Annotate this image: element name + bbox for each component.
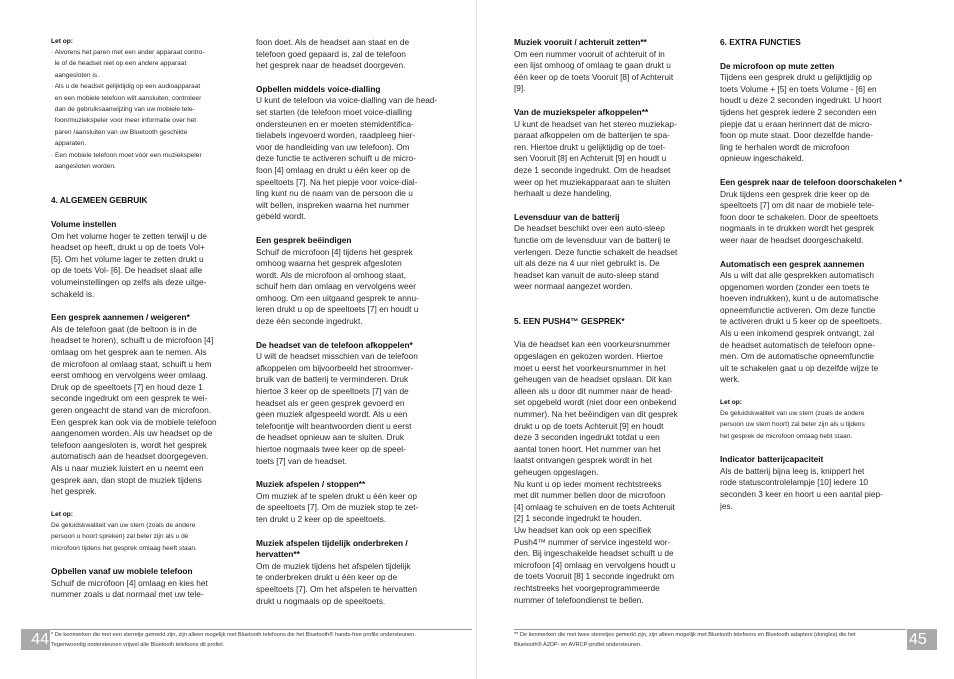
- text-line: foon op mute staat. Door dezelfde hande-: [720, 130, 874, 141]
- footnote-line: Bluetooth® A2DP- en AVRCP-profiel ondersteunen.: [514, 641, 642, 648]
- note-label: Let op:: [51, 510, 73, 518]
- footnote-line: Tegenwoordig ondersteunen vrijwel alle Bluetooth telefoons dit profiel.: [51, 641, 225, 648]
- section-title: 5. EEN PUSH4™ GESPREK*: [514, 315, 625, 326]
- text-line: opneemfunctie activeren. Om deze functie: [720, 304, 876, 315]
- text-line: volumeinstellingen op zelfs als deze uitge-: [51, 277, 207, 288]
- footnote-line: ** De kenmerken die met twee sterretjes gemerkt zijn, zijn alleen mogelijk met Bluetooth telefoons en Bluetooth adapters (dongles) die het: [514, 632, 856, 638]
- text-line: telefoon goed gepaard is, zal de telefoon: [256, 48, 406, 59]
- text-line: tielabels ingevoerd worden, raadpleeg hier-: [256, 130, 416, 141]
- note-bullets: [51, 47, 241, 172]
- text-line: speeltoets [7]. Na het piepje voor voice-dial-: [256, 176, 418, 187]
- column-1: [51, 37, 241, 601]
- text-line: schuif hem dan omlaag en vervolgens weer: [256, 281, 417, 292]
- text-line: drukt u nogmaals op de speeltoets.: [256, 595, 386, 606]
- footnote-left: [51, 631, 476, 650]
- footnote-rule: [50, 629, 472, 630]
- text-line: headset als er geen gesprek gevoerd en: [256, 397, 405, 408]
- text-line: aangenomen worden. Als uw headset op de: [51, 428, 213, 439]
- text-line: deze functie te activeren schuift u de micro-: [256, 153, 417, 164]
- text-line: paraat afkoppelen om de batterijen te spa-: [514, 130, 670, 141]
- page-number-right: 45: [907, 629, 937, 650]
- note-line: De geluidskwaliteit van uw stem (zoals de andere: [720, 410, 865, 418]
- note-bullet-line: · Als u de headset gelijktijdig op een audioapparaat: [51, 83, 201, 91]
- text-line: de speeltoets [7]. Om de muziek stop te zet-: [256, 502, 419, 513]
- text-line: hiertoe nogmaals twee keer op de speel-: [256, 444, 406, 454]
- heading-auto-answer: Automatisch een gesprek aannemen: [720, 258, 865, 269]
- text-line: het gesprek naar de headset doorgeven.: [256, 60, 406, 71]
- text-line: rode statuscontrolelampje [10] iedere 10: [720, 477, 869, 488]
- text-line: telefoontje wilt beantwoorden dient u eerst: [256, 420, 412, 431]
- note-bullet-line: paren /aansluiten van uw Bluetooth geschikte: [51, 128, 188, 136]
- text-line: één keer op de toets Vooruit [8] of Achteruit: [514, 71, 674, 82]
- text-line: omhoog. Om een uitgaand gesprek te annu-: [256, 292, 419, 303]
- text-line: aantal tonen hoort. Het nummer van het: [514, 443, 661, 454]
- text-line: moet u eerst het voorkeursnummer in het: [514, 362, 666, 373]
- note-text: [51, 520, 241, 554]
- section-title: 4. ALGEMEEN GEBRUIK: [51, 195, 148, 206]
- text-line: foon doet. Als de headset aan staat en de: [256, 37, 410, 47]
- text-line: headset kan vanuit de auto-sleep stand: [514, 269, 659, 280]
- paragraph-push4: [514, 339, 702, 606]
- text-line: opnieuw ingeschakeld.: [720, 153, 804, 164]
- text-line: Push4™ nummer of service ingesteld wor-: [514, 536, 671, 547]
- text-line: toets Volume + [5] en toets Volume - [6] en: [720, 83, 877, 94]
- paragraph-volume: [51, 231, 241, 301]
- text-line: speeltoets [7] om dit naar de mobiele tele-: [720, 200, 875, 211]
- text-line: een lijst omhoog of omlaag te gaan drukt u: [514, 60, 671, 71]
- text-line: [9].: [514, 83, 526, 94]
- text-line: hiertoe 3 keer op de speeltoets [7] van de: [256, 386, 409, 397]
- text-line: [4] omlaag te schuiven en de toets Achteruit: [514, 501, 675, 512]
- heading-voice-dialling: Opbellen middels voice-dialling: [256, 83, 381, 94]
- paragraph-play-music: [256, 491, 445, 526]
- text-line: nummer of telefoondienst te bellen.: [514, 594, 644, 605]
- heading-battery-life: Levensduur van de batterij: [514, 211, 620, 222]
- text-line: laatst ontvangen gesprek wordt in het: [514, 455, 652, 466]
- text-line: speeltoets [7]. Om het afspelen te hervatten: [256, 583, 417, 594]
- text-line: Als de batterij bijna leeg is, knippert het: [720, 465, 865, 476]
- text-line: alleen als u door dit nummer naar de head-: [514, 385, 673, 396]
- text-line: de headset automatisch de telefoon opne-: [720, 339, 875, 350]
- paragraph-battery-life: [514, 223, 702, 293]
- text-line: Tijdens een gesprek drukt u gelijktijdig op: [720, 72, 872, 83]
- text-line: functie om de levensduur van de batterij te: [514, 234, 671, 245]
- text-line: ten drukt u 2 keer op de speeltoets.: [256, 513, 387, 524]
- text-line: automatisch aan de headset doorgegeven.: [51, 451, 209, 462]
- text-line: set opgebeld wordt (niet door een onbekend: [514, 397, 677, 408]
- page-number-left: 44: [21, 629, 50, 650]
- text-line: geheugen opgeslagen.: [514, 467, 599, 477]
- text-line: opgeslagen en gekozen worden. Hiertoe: [514, 351, 663, 362]
- text-line: bruik van de batterij te verminderen. Druk: [256, 374, 409, 385]
- text-line: foon door te schakelen. Door de speeltoets: [720, 211, 879, 222]
- heading-mute: De microfoon op mute zetten: [720, 60, 835, 71]
- paragraph-end-call: [256, 247, 445, 328]
- text-line: te onderbreken drukt u één keer op de: [256, 572, 398, 583]
- text-line: telefoon aangesloten is, wordt het gesprek: [51, 439, 207, 450]
- text-line: nummer). Na het beëindigen van dit gesprek: [514, 409, 678, 420]
- text-line: het gesprek.: [51, 486, 97, 497]
- paragraph-answer-call: [51, 324, 241, 498]
- paragraph-disconnect-player: [514, 119, 702, 200]
- text-line: Schuif de microfoon [4] omlaag en kies het: [51, 577, 208, 588]
- text-line: weer normaal aangezet worden.: [514, 281, 633, 292]
- text-line: leren drukt u op de speeltoets [7] en houdt u: [256, 304, 419, 315]
- text-line: Om de muziek tijdens het afspelen tijdelijk: [256, 560, 411, 571]
- text-line: deze één seconde ingedrukt.: [256, 316, 363, 327]
- text-line: geren ongeacht de stand van de microfoon.: [51, 404, 212, 415]
- heading-skip-music: Muziek vooruit / achteruit zetten**: [514, 37, 647, 47]
- note-text: [720, 408, 904, 442]
- text-line: verlengen. Deze functie schakelt de headset: [514, 246, 678, 257]
- text-line: headset op heeft, drukt u op de toets Vol+: [51, 242, 205, 253]
- text-line: nogmaals in te drukken wordt het gesprek: [720, 223, 875, 234]
- text-line: de toets Vooruit [8] 1 seconde ingedrukt om: [514, 571, 675, 582]
- heading-transfer-call: Een gesprek naar de telefoon doorschakelen *: [720, 176, 903, 187]
- heading-disconnect-player: Van de muziekspeler afkoppelen**: [514, 106, 649, 117]
- text-line: met dit nummer bellen door de microfoon: [514, 490, 666, 501]
- footnote-line: * De kenmerken die met een sterretje gemerkt zijn, zijn alleen mogelijk met Bluetooth telefoons die het Bluetooth® hands-free profile ondersteunen.: [51, 632, 416, 638]
- text-line: gebeld wordt.: [256, 211, 306, 222]
- text-line: [5]. Om het volume lager te zetten drukt u: [51, 253, 204, 264]
- text-line: ondersteunen en er moeten stemidentifica-: [256, 118, 414, 129]
- text-line: rechtstreeks het voorgeprogrammeerde: [514, 582, 660, 593]
- text-line: Als u naar muziek luistert en u neemt een: [51, 462, 204, 473]
- section-title: 6. EXTRA FUNCTIES: [720, 37, 801, 47]
- heading-line: Muziek afspelen tijdelijk onderbreken /: [256, 537, 408, 548]
- heading-call-from-phone: Opbellen vanaf uw mobiele telefoon: [51, 565, 193, 576]
- text-line: nummer zoals u dat normaal met uw tele-: [51, 589, 204, 600]
- note-line: persoon u hoort spreken) zal beter zijn als u de: [51, 533, 189, 541]
- footnote-rule: [514, 629, 906, 630]
- text-line: eerst omhoog en vervolgens weer omlaag.: [51, 370, 208, 381]
- paragraph-disconnect-phone: [256, 351, 445, 467]
- text-line: opgenomen worden (zonder een toets te: [720, 281, 870, 292]
- text-line: weer naar de headset doorgeschakeld.: [720, 234, 864, 245]
- text-line: omhoog waarna het gesprek afgesloten: [256, 258, 402, 269]
- paragraph-voice-dialling: [256, 95, 445, 223]
- text-line: Druk op de speeltoets [7] en houd deze 1: [51, 381, 203, 392]
- paragraph-continued: [256, 37, 445, 72]
- text-line: Druk tijdens een gesprek drie keer op de: [720, 188, 870, 199]
- text-line: herhaalt u deze handeling.: [514, 188, 612, 199]
- page-divider: [476, 0, 477, 679]
- heading-volume: Volume instellen: [51, 219, 117, 230]
- heading-play-music: Muziek afspelen / stoppen**: [256, 479, 366, 490]
- text-line: uit als deze na 4 uur niet gebruikt is. De: [514, 258, 660, 269]
- text-line: uit te schakelen gaat u op dezelfde wijze te: [720, 362, 879, 373]
- paragraph-transfer-call: [720, 189, 904, 247]
- note-bullet-line: · Alvorens het paren met een ander apparaat contro-: [51, 49, 205, 56]
- note-bullet-line: · Een mobiele telefoon moet vóór een muziekspeler: [51, 151, 202, 159]
- text-line: werk.: [720, 374, 740, 385]
- column-3: [514, 37, 702, 606]
- text-line: geheugen van de headset opslaan. Dit kan: [514, 374, 672, 385]
- text-line: piepje dat u eraan herinnert dat de micro-: [720, 118, 873, 129]
- heading-battery-indicator: Indicator batterijcapaciteit: [720, 454, 824, 465]
- text-line: Om muziek af te spelen drukt u één keer op: [256, 490, 417, 501]
- text-line: U kunt de telefoon via voice-dialling van de head-: [256, 95, 438, 106]
- text-line: tijdens het gesprek iedere 2 seconden een: [720, 106, 877, 117]
- paragraph-mute: [720, 72, 904, 165]
- note-bullet-line: le of de headset niet op een andere apparaat: [51, 60, 187, 68]
- text-line: te activeren drukt u 5 keer op de speeltoets.: [720, 316, 882, 327]
- text-line: [2] 1 seconde ingedrukt te houden.: [514, 513, 642, 524]
- text-line: headset te horen), schuift u de microfoon [4]: [51, 335, 214, 346]
- text-line: U wilt de headset misschien van de telefoon: [256, 351, 418, 362]
- text-line: sen Vooruit [8] en Achteruit [9] en houdt u: [514, 153, 667, 164]
- text-line: toets [7] van de headset.: [256, 455, 347, 466]
- note-line: microfoon tijdens het gesprek omlaag heeft staan.: [51, 544, 197, 552]
- text-line: gesprek aan, dan stopt de muziek tijdens: [51, 474, 202, 485]
- text-line: ren. Hiertoe drukt u gelijktijdig op de toet-: [514, 141, 666, 152]
- text-line: wilt bellen, inspreken waarna het nummer: [256, 199, 410, 210]
- text-line: Om een nummer vooruit of achteruit of in: [514, 48, 665, 59]
- text-line: De headset beschikt over een auto-sleep: [514, 223, 665, 234]
- text-line: foon [4] omlaag en drukt u één keer op de: [256, 164, 411, 175]
- text-line: de microfoon al omlaag staat, schuift u hem: [51, 358, 212, 369]
- footnote-right: [514, 631, 906, 650]
- paragraph-pause-music: [256, 561, 445, 607]
- text-line: jes.: [720, 500, 733, 511]
- note-label: Let op:: [720, 399, 742, 407]
- note-bullet-line: dan de gebruiksaanwijzing van uw mobiele tele-: [51, 106, 195, 114]
- text-line: Schuif de microfoon [4] tijdens het gesprek: [256, 246, 413, 257]
- text-line: weer op het muziekapparaat aan te sluiten: [514, 176, 671, 187]
- text-line: set starten (de telefoon moet voice-dialling: [256, 106, 412, 117]
- text-line: den. Bij ingeschakelde headset schuift u de: [514, 548, 674, 559]
- note-bullet-line: aangesloten is.: [51, 71, 100, 79]
- heading-end-call: Een gesprek beëindigen: [256, 234, 352, 245]
- paragraph-battery-indicator: [720, 466, 904, 512]
- column-2: [256, 37, 445, 607]
- text-line: men. Om de automatische opneemfunctie: [720, 351, 875, 362]
- text-line: microfoon [4] omlaag en vervolgens houdt u: [514, 559, 676, 570]
- note-line: het gesprek de microfoon omlaag hebt staan.: [720, 432, 853, 440]
- heading-answer-call: Een gesprek aannemen / weigeren*: [51, 312, 190, 323]
- text-line: ling te herhalen wordt de microfoon: [720, 141, 850, 152]
- heading-disconnect-phone: De headset van de telefoon afkoppelen*: [256, 339, 413, 350]
- note-label: Let op:: [51, 38, 73, 45]
- text-line: ling kunt nu de naam van de persoon die u: [256, 188, 413, 199]
- note-line: persoon uw stem hoort) zal beter zijn als u tijdens: [720, 421, 865, 429]
- text-line: Via de headset kan een voorkeursnummer: [514, 339, 671, 350]
- paragraph-skip-music: [514, 49, 702, 95]
- text-line: op de toets Vol- [6]. De headset slaat alle: [51, 265, 203, 276]
- note-bullet-line: foon/muziekspeler voor meer informatie over het: [51, 117, 197, 125]
- text-line: Uw headset kan ook op een specifiek: [514, 524, 652, 535]
- paragraph-auto-answer: [720, 270, 904, 386]
- text-line: seconden 3 keer en hoort u een aantal piep-: [720, 489, 883, 500]
- note-bullet-line: en een mobiele telefoon wilt aansluiten, controleer: [51, 94, 202, 102]
- text-line: geen muziek afgespeeld wordt. Als u een: [256, 409, 408, 420]
- text-line: seconde ingedrukt om een gesprek te wei-: [51, 393, 208, 404]
- text-line: voor de handleiding van uw telefoon). Om: [256, 141, 410, 152]
- text-line: U kunt de headset van het stereo muziekap-: [514, 118, 677, 129]
- heading-pause-music: [256, 538, 445, 561]
- text-line: hoeven indrukken), kunt u de automatische: [720, 293, 879, 304]
- heading-line: hervatten**: [256, 549, 300, 560]
- paragraph-call-from-phone: [51, 578, 241, 601]
- text-line: houdt u deze 2 seconden ingedrukt. U hoort: [720, 95, 882, 106]
- text-line: deze 3 seconden ingedrukt totdat u een: [514, 432, 660, 443]
- text-line: wordt. Als de microfoon al omhoog staat,: [256, 269, 406, 280]
- note-bullet-line: apparaten.: [51, 140, 87, 148]
- text-line: de headset opnieuw aan te sluiten. Druk: [256, 432, 405, 443]
- text-line: afkoppelen om bijvoorbeeld het stroomver-: [256, 362, 414, 373]
- text-line: Als u een inkomend gesprek ontvangt, zal: [720, 328, 875, 339]
- text-line: omlaag om het gesprek aan te nemen. Als: [51, 347, 207, 357]
- text-line: Als u wilt dat alle gesprekken automatisch: [720, 270, 875, 281]
- text-line: drukt u op de toets Achteruit [9] en houdt: [514, 420, 664, 431]
- note-bullet-line: aangesloten worden.: [51, 163, 116, 171]
- text-line: schakeld is.: [51, 288, 95, 299]
- text-line: Om het volume hoger te zetten terwijl u de: [51, 230, 207, 241]
- text-line: Als de telefoon gaat (de beltoon is in de: [51, 323, 197, 334]
- text-line: deze 1 seconde ingedrukt. Om de headset: [514, 164, 671, 175]
- column-4: [720, 37, 904, 512]
- text-line: Een gesprek kan ook via de mobiele telefoon: [51, 416, 217, 427]
- text-line: Nu kunt u op ieder moment rechtstreeks: [514, 478, 662, 489]
- note-line: De geluidskwaliteit van uw stem (zoals de andere: [51, 521, 196, 529]
